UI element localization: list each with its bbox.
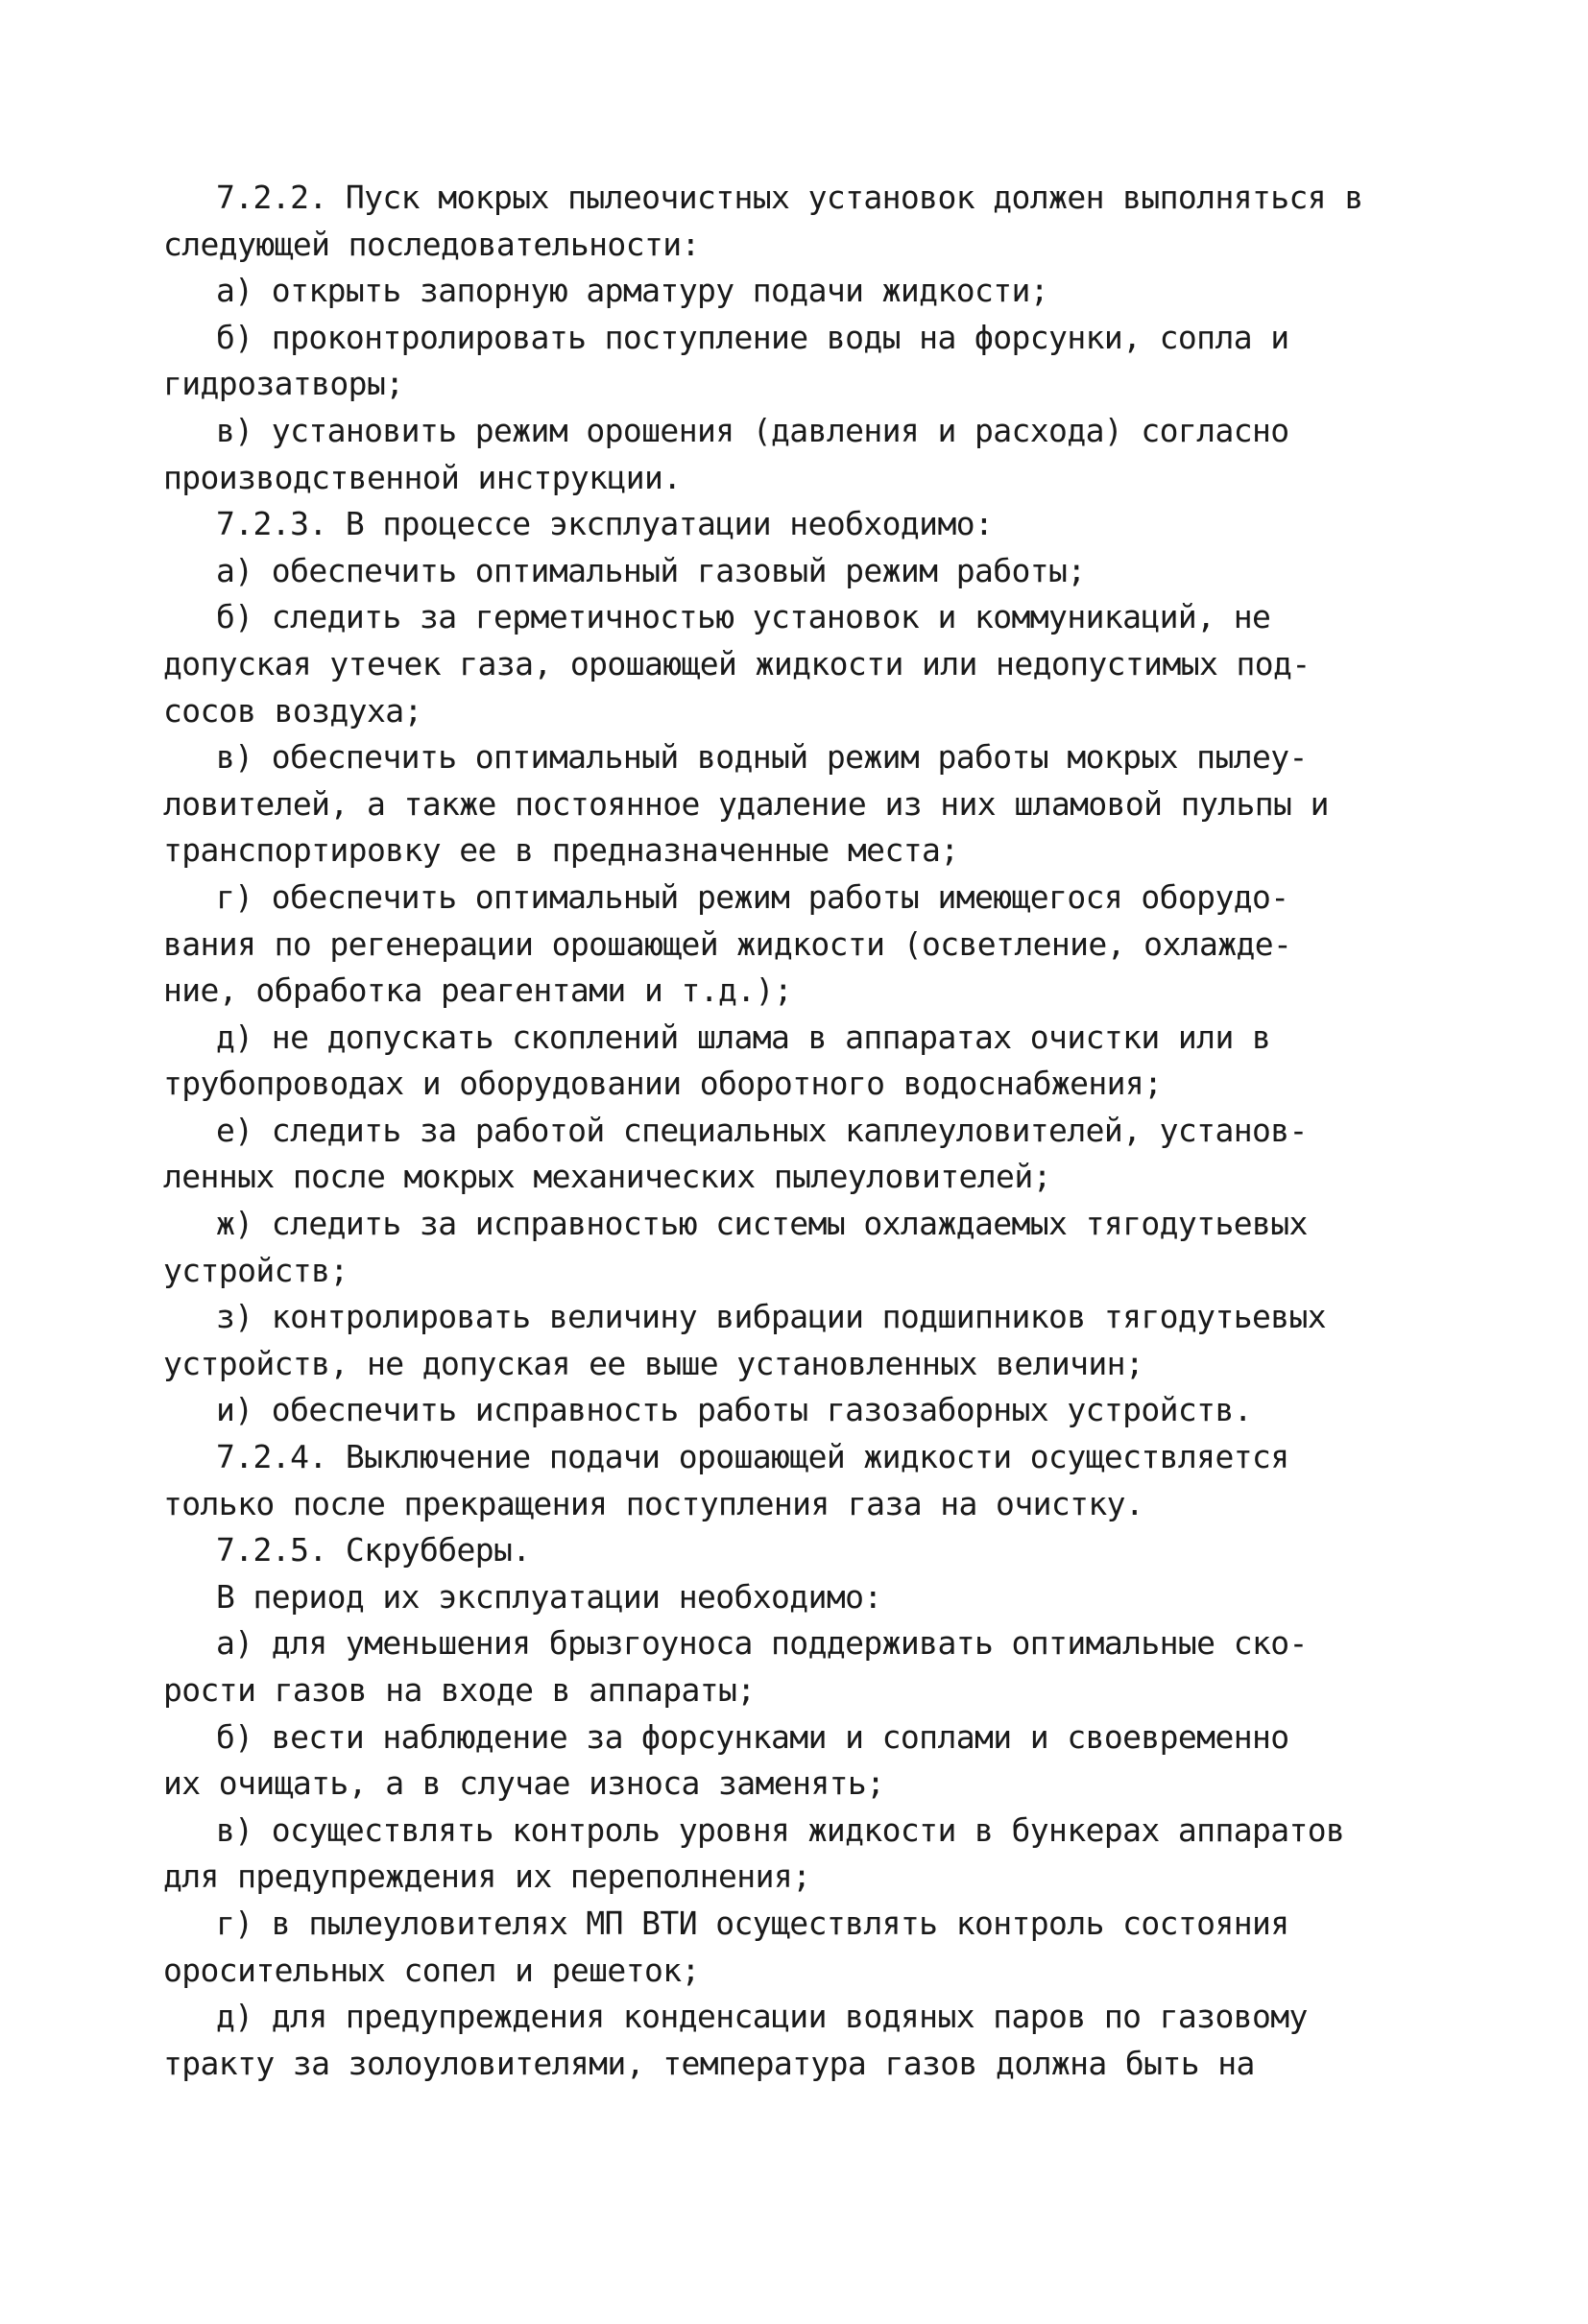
text-line: в) установить режим орошения (давления и расхода) согласно	[216, 411, 1289, 449]
text-line: ж) следить за исправностью системы охлаждаемых тягодутьевых	[216, 1205, 1308, 1243]
text-line: в) осуществлять контроль уровня жидкости в бункерах аппаратов	[216, 1810, 1345, 1849]
text-line: ленных после мокрых механических пылеуловителей;	[163, 1158, 1051, 1196]
text-line: 7.2.3. В процессе эксплуатации необходимо:	[216, 505, 994, 543]
text-line: трубопроводах и оборудовании оборотного водоснабжения;	[163, 1065, 1163, 1103]
text-line: рости газов на входе в аппараты;	[163, 1671, 756, 1709]
text-line: ние, обработка реагентами и т.д.);	[163, 971, 793, 1010]
text-line: сосов воздуха;	[163, 691, 422, 730]
text-line: тракту за золоуловителями, температура газов должна быть на	[163, 2044, 1255, 2082]
text-line: и) обеспечить исправность работы газозаборных устройств.	[216, 1391, 1252, 1429]
text-line: а) обеспечить оптимальный газовый режим работы;	[216, 551, 1086, 589]
text-line: В период их эксплуатации необходимо:	[216, 1577, 882, 1616]
text-line: оросительных сопел и решеток;	[163, 1951, 700, 1989]
document-body	[163, 175, 1450, 2087]
text-line: в) обеспечить оптимальный водный режим работы мокрых пылеу-	[216, 738, 1308, 777]
text-line: б) проконтролировать поступление воды на форсунки, сопла и	[216, 318, 1289, 356]
text-line: устройств, не допуская ее выше установленных величин;	[163, 1344, 1144, 1382]
text-line: только после прекращения поступления газа на очистку.	[163, 1484, 1144, 1522]
text-line: вания по регенерации орошающей жидкости (осветление, охлажде-	[163, 924, 1292, 963]
text-line: г) обеспечить оптимальный режим работы имеющегося оборудо-	[216, 877, 1289, 916]
text-line: а) открыть запорную арматуру подачи жидкости;	[216, 272, 1049, 310]
text-line: 7.2.5. Скрубберы.	[216, 1531, 531, 1569]
text-line: б) следить за герметичностью установок и коммуникаций, не	[216, 598, 1271, 636]
text-line: их очищать, а в случае износа заменять;	[163, 1764, 885, 1803]
text-line: б) вести наблюдение за форсунками и соплами и своевременно	[216, 1717, 1289, 1756]
text-line: следующей последовательности:	[163, 225, 700, 263]
text-line: гидрозатворы;	[163, 365, 404, 403]
text-line: д) не допускать скоплений шлама в аппаратах очистки или в	[216, 1018, 1271, 1056]
text-line: а) для уменьшения брызгоуноса поддерживать оптимальные ско-	[216, 1624, 1308, 1663]
text-line: транспортировку ее в предназначенные места;	[163, 831, 959, 870]
text-line: е) следить за работой специальных каплеуловителей, установ-	[216, 1111, 1308, 1149]
text-line: допуская утечек газа, орошающей жидкости или недопустимых под-	[163, 644, 1311, 683]
text-line: д) для предупреждения конденсации водяных паров по газовому	[216, 1998, 1308, 2036]
text-line: 7.2.2. Пуск мокрых пылеочистных установок должен выполняться в	[216, 179, 1363, 216]
text-line: 7.2.4. Выключение подачи орошающей жидкости осуществляется	[216, 1438, 1289, 1476]
text-line: устройств;	[163, 1251, 349, 1289]
text-line: з) контролировать величину вибрации подшипников тягодутьевых	[216, 1298, 1327, 1336]
text-line: г) в пылеуловителях МП ВТИ осуществлять контроль состояния	[216, 1904, 1289, 1942]
text-line: ловителей, а также постоянное удаление из них шламовой пульпы и	[163, 784, 1329, 823]
text-line: для предупреждения их переполнения;	[163, 1857, 811, 1896]
text-line: производственной инструкции.	[163, 458, 682, 496]
